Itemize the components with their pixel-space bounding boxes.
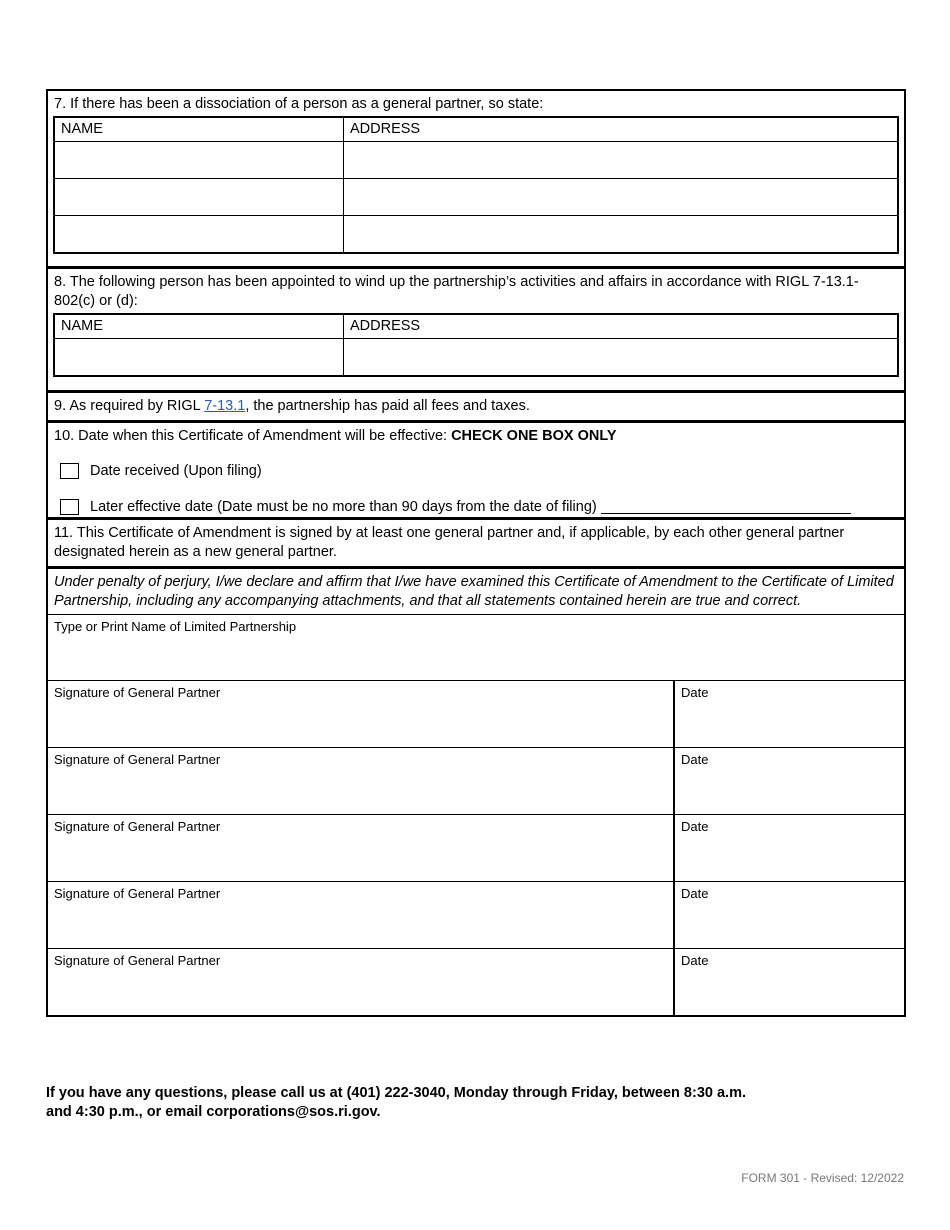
dissociation-table — [53, 116, 899, 254]
section-9-prefix: 9. As required by RIGL — [54, 398, 205, 414]
option-date-received — [48, 461, 904, 481]
rigl-link[interactable]: 7-13.1 — [204, 398, 246, 414]
date-received-label: Date received (Upon filing) — [90, 463, 262, 479]
attestation-section — [48, 569, 904, 1015]
signature-row — [48, 680, 904, 747]
date-label: Date — [681, 953, 709, 968]
form-number: FORM 301 - Revised: 12/2022 — [741, 1171, 904, 1185]
name-field[interactable] — [55, 216, 344, 252]
check-one-box-label: CHECK ONE BOX ONLY — [451, 428, 617, 444]
signature-field[interactable] — [48, 815, 675, 881]
section-9-suffix: , the partnership has paid all fees and taxes. — [245, 398, 530, 414]
address-column-header: ADDRESS — [350, 318, 421, 334]
section-10-title — [48, 423, 904, 446]
contact-line-1: If you have any questions, please call us at (401) 222-3040, Monday through Friday, between 8:30 a.m. — [46, 1085, 746, 1101]
address-field[interactable] — [344, 142, 897, 178]
signature-row — [48, 747, 904, 814]
table-header — [55, 118, 897, 141]
address-field[interactable] — [344, 339, 897, 375]
table-row — [55, 338, 897, 375]
table-header — [55, 315, 897, 338]
address-column-header: ADDRESS — [350, 121, 421, 137]
date-label: Date — [681, 886, 709, 901]
signature-field[interactable] — [48, 748, 675, 814]
lp-name-label: Type or Print Name of Limited Partnership — [54, 619, 297, 634]
signature-row — [48, 814, 904, 881]
later-date-label: Later effective date (Date must be no more than 90 days from the date of filing) — [90, 499, 597, 515]
table-row — [55, 215, 897, 252]
name-column-header: NAME — [55, 315, 344, 338]
section-9-text — [48, 393, 904, 416]
name-field[interactable] — [55, 339, 344, 375]
signature-label: Signature of General Partner — [54, 819, 221, 834]
signature-row — [48, 948, 904, 1015]
section-9 — [48, 393, 904, 423]
signature-label: Signature of General Partner — [54, 752, 221, 767]
name-field[interactable] — [55, 179, 344, 215]
contact-footer — [46, 1084, 846, 1122]
section-11-text: 11. This Certificate of Amendment is signed by at least one general partner and, if applicable, by each other general partner designated herein as a new general partner. — [54, 525, 845, 560]
address-field[interactable] — [344, 216, 897, 252]
name-column-header: NAME — [55, 118, 344, 141]
later-date-field[interactable] — [601, 500, 851, 514]
section-8 — [48, 269, 904, 393]
signature-label: Signature of General Partner — [54, 685, 221, 700]
table-row — [55, 141, 897, 178]
section-10-title-text: 10. Date when this Certificate of Amendment will be effective: — [54, 428, 452, 444]
section-7 — [48, 91, 904, 269]
signature-field[interactable] — [48, 882, 675, 948]
date-label: Date — [681, 752, 709, 767]
section-11 — [48, 520, 904, 569]
date-field[interactable] — [675, 748, 904, 814]
section-8-title: 8. The following person has been appointed to wind up the partnership’s activities and affairs in accordance with RIGL 7-13.1-802(c) or (d): — [54, 274, 859, 309]
later-date-checkbox[interactable] — [60, 499, 79, 515]
contact-line-2: and 4:30 p.m., or email corporations@sos.ri.gov. — [46, 1104, 381, 1120]
lp-name-row[interactable] — [48, 614, 904, 680]
date-label: Date — [681, 819, 709, 834]
signature-row — [48, 881, 904, 948]
date-received-checkbox[interactable] — [60, 463, 79, 479]
attestation-text: Under penalty of perjury, I/we declare and affirm that I/we have examined this Certificate of Amendment to the Certificate of Limited Partnership, including any accompanying attachments, and that all statements contained herein are true and correct. — [54, 574, 894, 609]
signature-label: Signature of General Partner — [54, 953, 221, 968]
section-7-title: 7. If there has been a dissociation of a person as a general partner, so state: — [54, 96, 544, 112]
date-label: Date — [681, 685, 709, 700]
date-field[interactable] — [675, 681, 904, 747]
wind-up-table — [53, 313, 899, 377]
amendment-form — [46, 89, 906, 1017]
table-row — [55, 178, 897, 215]
address-field[interactable] — [344, 179, 897, 215]
date-field[interactable] — [675, 949, 904, 1015]
signature-label: Signature of General Partner — [54, 886, 221, 901]
signature-field[interactable] — [48, 681, 675, 747]
section-10 — [48, 423, 904, 520]
option-later-date — [48, 497, 904, 517]
name-field[interactable] — [55, 142, 344, 178]
date-field[interactable] — [675, 815, 904, 881]
date-field[interactable] — [675, 882, 904, 948]
signature-field[interactable] — [48, 949, 675, 1015]
